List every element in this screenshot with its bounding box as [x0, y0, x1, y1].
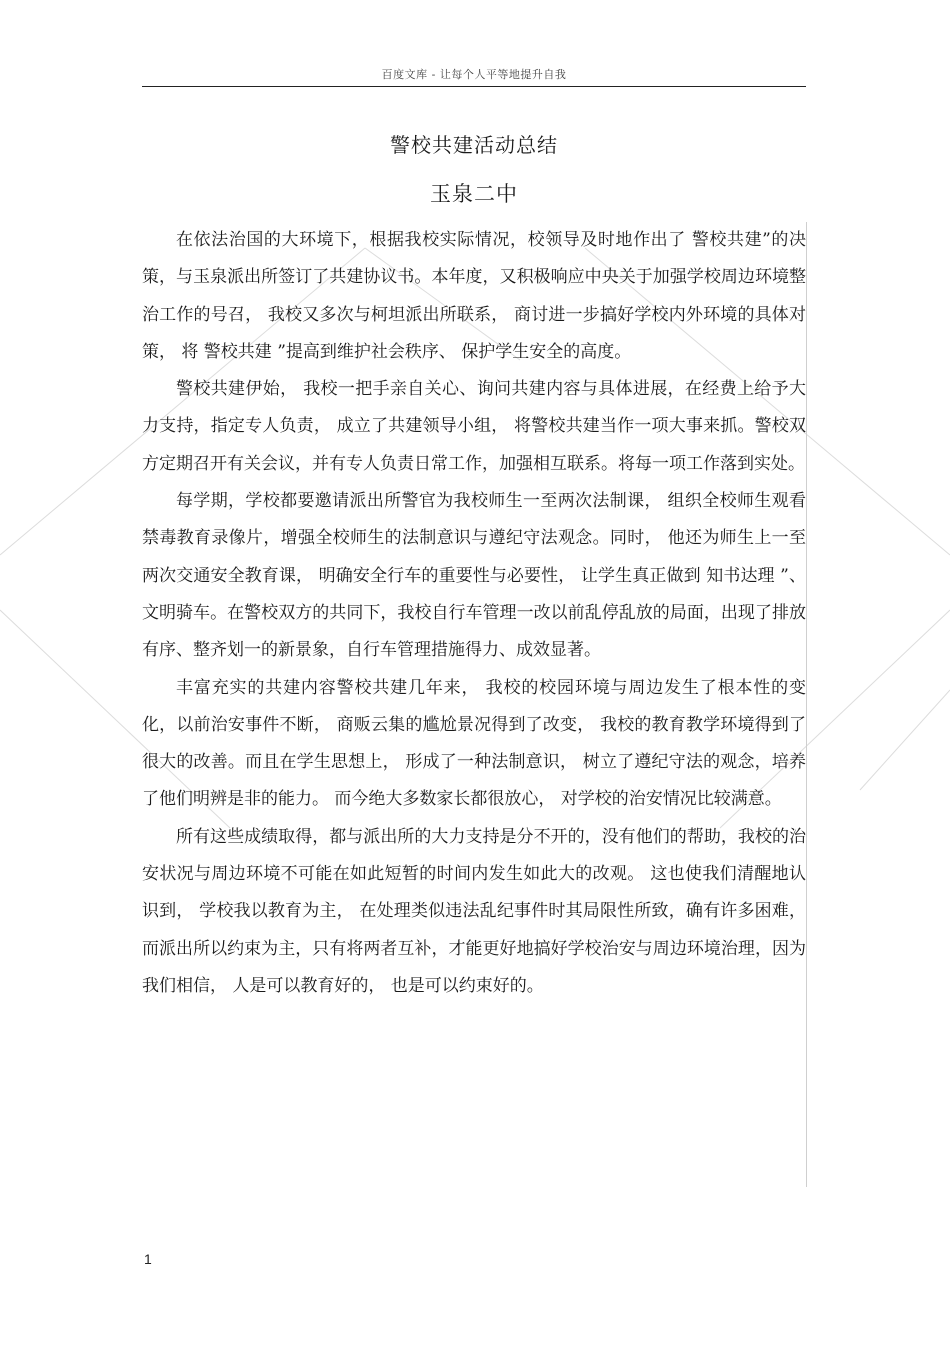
paragraph: 所有这些成绩取得，都与派出所的大力支持是分不开的，没有他们的帮助，我校的治安状况与周边环境不可能在如此短暂的时间内发生如此大的改观。 这也使我们清醒地认识到， 学校我以教育为主， 在处理类似违法乱纪事件时其局限性所致，确有许多困难，而派出所以约束为主，只有将两者互补，才能更好地搞好学校治安与周边环境治理，因为我们相信， 人是可以教育好的， 也是可以约束好的。	[142, 826, 806, 996]
document-title: 警校共建活动总结	[390, 133, 558, 157]
document-body	[142, 222, 807, 1187]
document-subtitle: 玉泉二中	[430, 182, 518, 206]
paragraph: 丰富充实的共建内容警校共建几年来， 我校的校园环境与周边发生了根本性的变化，以前治安事件不断， 商贩云集的尴尬景况得到了改变， 我校的教育教学环境得到了很大的改善。而且在学生思想上， 形成了一种法制意识， 树立了遵纪守法的观念，培养了他们明辨是非的能力。 而今绝大多数家长都很放心， 对学校的治安情况比较满意。	[142, 677, 806, 810]
paragraph: 警校共建伊始， 我校一把手亲自关心、询问共建内容与具体进展，在经费上给予大力支持，指定专人负责， 成立了共建领导小组， 将警校共建当作一项大事来抓。警校双方定期召开有关会议，并有专人负责日常工作，加强相互联系。将每一项工作落到实处。	[142, 379, 806, 474]
paragraph: 在依法治国的大环境下，根据我校实际情况，校领导及时地作出了 警校共建”的决策，与玉泉派出所签订了共建协议书。本年度，又积极响应中央关于加强学校周边环境整治工作的号召， 我校又多次与柯坦派出所联系， 商讨进一步搞好学校内外环境的具体对策， 将 警校共建 ”提高到维护社会秩序、 保护学生安全的高度。	[142, 230, 806, 362]
header-divider	[142, 86, 806, 87]
page-number: 1	[144, 1251, 152, 1267]
paragraph: 每学期，学校都要邀请派出所警官为我校师生一至两次法制课， 组织全校师生观看禁毒教育录像片，增强全校师生的法制意识与遵纪守法观念。同时， 他还为师生上一至两次交通安全教育课， 明确安全行车的重要性与必要性， 让学生真正做到 知书达理 ”、文明骑车。在警校双方的共同下，我校自行车管理一改以前乱停乱放的局面，出现了排放有序、整齐划一的新景象，自行车管理措施得力、成效显著。	[142, 491, 806, 661]
page-header: 百度文库 - 让每个人平等地提升自我	[381, 68, 567, 81]
